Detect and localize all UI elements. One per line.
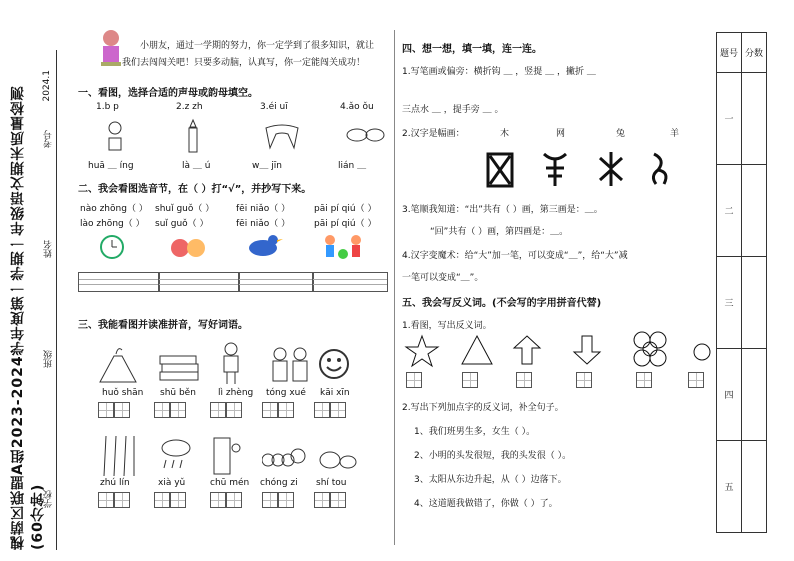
q3-box[interactable] (210, 492, 226, 508)
q3-box[interactable] (98, 402, 114, 418)
q3-box[interactable] (226, 492, 242, 508)
classmates-icon (268, 346, 312, 388)
stones-icon (318, 446, 358, 474)
q3-pinyin-5: kāi xīn (320, 388, 350, 398)
q1-option-1: 1.b p (96, 102, 119, 112)
q2-choice-b1[interactable]: shuǐ guǒ（ ） (155, 204, 215, 214)
q3-pinyin-7: xià yǔ (158, 478, 186, 488)
flower-pot-icon (100, 120, 130, 156)
score-cell[interactable] (742, 165, 767, 257)
q3-pinyin-1: huǒ shān (102, 388, 144, 398)
score-row-3: 三 (717, 257, 742, 349)
q1-title: 一、看图，选择合适的声母或韵母填空。 (78, 88, 258, 99)
q3-pinyin-8: chū mén (210, 478, 250, 488)
q3-pinyin-3: lì zhèng (218, 388, 254, 398)
children-ball-icon (320, 232, 366, 266)
q4-title: 四、想一想，填一填，连一连。 (402, 44, 542, 55)
caterpillar-icon (262, 444, 308, 474)
score-header-score: 分数 (742, 33, 767, 73)
q3-pinyin-4: tóng xué (266, 388, 306, 398)
q5-box[interactable] (406, 372, 422, 388)
bird-icon (245, 230, 283, 266)
q1-answer-2[interactable]: là ＿ ú (182, 161, 211, 171)
q3-box[interactable] (154, 402, 170, 418)
q3-box[interactable] (330, 402, 346, 418)
q5-sentence-2[interactable]: 2、小明的头发很短，我的头发很（ ）。 (414, 451, 572, 461)
candle-icon (183, 118, 203, 158)
q5-box[interactable] (636, 372, 652, 388)
score-cell[interactable] (742, 257, 767, 349)
q2-writing-line-2[interactable] (158, 272, 240, 292)
q4-s3: 3.笔顺我知道：“出”共有（ ）画，第三画是：＿。 (402, 205, 603, 215)
q2-writing-line-3[interactable] (238, 272, 314, 292)
boy-standing-icon (218, 342, 244, 390)
fruit-icon (168, 234, 208, 264)
q3-box[interactable] (170, 492, 186, 508)
q2-choice-d2[interactable]: pāi pí qiú（ ） (314, 219, 377, 229)
volcano-icon (98, 344, 138, 388)
q4-s1: 1.写笔画或偏旁：横折钩 ＿ ，竖提 ＿ ，撇折 ＿ (402, 67, 596, 77)
go-out-icon (212, 436, 242, 480)
q4-char-wang: 网 (556, 129, 566, 139)
score-row-2: 二 (717, 165, 742, 257)
q5-s1: 1.看图，写出反义词。 (402, 321, 492, 331)
q4-s4b: 一笔可以变成“＿”。 (402, 273, 484, 283)
q4-s2: 2.汉字是幅画： (402, 129, 465, 139)
q4-char-mu: 木 (500, 129, 510, 139)
q5-box[interactable] (462, 372, 478, 388)
q4-s1b: 三点水 ＿ ，提手旁 ＿ 。 (402, 105, 504, 115)
star-icon (404, 334, 440, 372)
q1-option-3: 3.éi uī (260, 102, 288, 112)
q3-box[interactable] (262, 492, 278, 508)
pictograph-net-icon (486, 152, 514, 192)
q2-writing-line-4[interactable] (312, 272, 388, 292)
score-row-1: 一 (717, 73, 742, 165)
q4-char-yang: 羊 (670, 129, 680, 139)
down-arrow-icon (572, 334, 602, 370)
q3-box[interactable] (170, 402, 186, 418)
field-school: 学校 (44, 490, 54, 508)
field-class: 班级 (44, 350, 54, 368)
bamboo-icon (98, 436, 140, 480)
q3-box[interactable] (154, 492, 170, 508)
score-row-4: 四 (717, 349, 742, 441)
q2-choice-c2[interactable]: fēi niǎo（ ） (236, 219, 291, 229)
q1-answer-4[interactable]: lián ＿ (338, 161, 367, 171)
many-circles-icon (630, 330, 670, 374)
score-cell[interactable] (742, 73, 767, 165)
q1-option-2: 2.z zh (176, 102, 203, 112)
triangle-icon (460, 334, 494, 370)
q3-box[interactable] (330, 492, 346, 508)
q3-pinyin-10: shí tou (316, 478, 347, 488)
center-divider (394, 30, 395, 545)
q5-title: 五、我会写反义词。(不会写的字用拼音代替) (402, 298, 602, 309)
q3-box[interactable] (98, 492, 114, 508)
intro-line2: 我们去闯闯关吧！只要多动脑，认真写，你一定能闯关成功！ (122, 58, 366, 68)
field-number: 考号 (44, 130, 54, 148)
score-cell[interactable] (742, 349, 767, 441)
score-cell[interactable] (742, 441, 767, 533)
q2-writing-line-1[interactable] (78, 272, 160, 292)
q2-choice-d1[interactable]: pāi pí qiú（ ） (314, 204, 377, 214)
scarf-icon (264, 122, 300, 154)
q3-box[interactable] (226, 402, 242, 418)
score-row-5: 五 (717, 441, 742, 533)
q3-pinyin-2: shū běn (160, 388, 196, 398)
q1-answer-3[interactable]: w＿ jīn (252, 161, 282, 171)
pictograph-sheep-icon (540, 150, 570, 192)
q5-sentence-4[interactable]: 4、这道题我做错了，你做（ ）了。 (414, 499, 558, 509)
intro-line1: 小朋友，通过一学期的努力，你一定学到了很多知识，就让 (140, 41, 375, 51)
q3-pinyin-9: chóng zi (260, 478, 298, 488)
exam-title: 槐荫区联盟A组2023-2024学年度第一学期一年级语文期末质量检测(60分钟) (10, 85, 46, 550)
single-circle-icon (692, 342, 712, 366)
q5-sentence-3[interactable]: 3、太阳从东边升起，从（ ）边落下。 (414, 475, 567, 485)
q3-box[interactable] (278, 492, 294, 508)
q1-answer-1[interactable]: huā ＿ íng (88, 161, 134, 171)
score-table (716, 32, 767, 533)
q4-s3b: “回”共有（ ）画，第四画是：＿。 (430, 227, 569, 237)
q2-choice-b2[interactable]: suǐ guǒ（ ） (155, 219, 209, 229)
q3-box[interactable] (314, 402, 330, 418)
q5-sentence-1[interactable]: 1、我们班男生多，女生（ ）。 (414, 427, 536, 437)
q3-box[interactable] (262, 402, 278, 418)
q2-title: 二、我会看图选音节，在（ ）打“√”，并抄写下来。 (78, 184, 312, 195)
q5-s2: 2.写出下列加点字的反义词，补全句子。 (402, 403, 564, 413)
q3-box[interactable] (210, 402, 226, 418)
sidebar (6, 30, 64, 550)
pictograph-tree-icon (596, 150, 626, 192)
q3-box[interactable] (114, 492, 130, 508)
q5-box[interactable] (576, 372, 592, 388)
rain-cloud-icon (158, 438, 194, 478)
up-arrow-icon (512, 334, 542, 370)
books-icon (158, 350, 200, 386)
q3-pinyin-6: zhú lín (100, 478, 130, 488)
q3-box[interactable] (114, 402, 130, 418)
q3-title: 三、我能看图并读准拼音，写好词语。 (78, 320, 248, 331)
q4-s4: 4.汉字变魔术：给“大”加一笔，可以变成“＿”，给“大”减 (402, 251, 628, 261)
alarm-clock-icon (98, 232, 126, 264)
sidebar-rule (56, 50, 57, 550)
q5-box[interactable] (516, 372, 532, 388)
field-name: 姓名 (44, 240, 54, 258)
q3-box[interactable] (278, 402, 294, 418)
q4-char-tu: 兔 (616, 129, 626, 139)
smiley-icon (318, 348, 350, 384)
score-header-number: 题号 (717, 33, 742, 73)
date-label: 2024.1 (42, 70, 52, 102)
q2-choice-a2[interactable]: lào zhōng（ ） (80, 219, 145, 229)
q3-box[interactable] (314, 492, 330, 508)
q2-choice-a1[interactable]: nào zhōng（ ） (80, 204, 148, 214)
q5-box[interactable] (688, 372, 704, 388)
q2-choice-c1[interactable]: fēi niǎo（ ） (236, 204, 291, 214)
pictograph-rabbit-icon (646, 150, 676, 192)
q1-option-4: 4.ǎo ǒu (340, 102, 374, 112)
lotus-root-icon (345, 124, 385, 150)
